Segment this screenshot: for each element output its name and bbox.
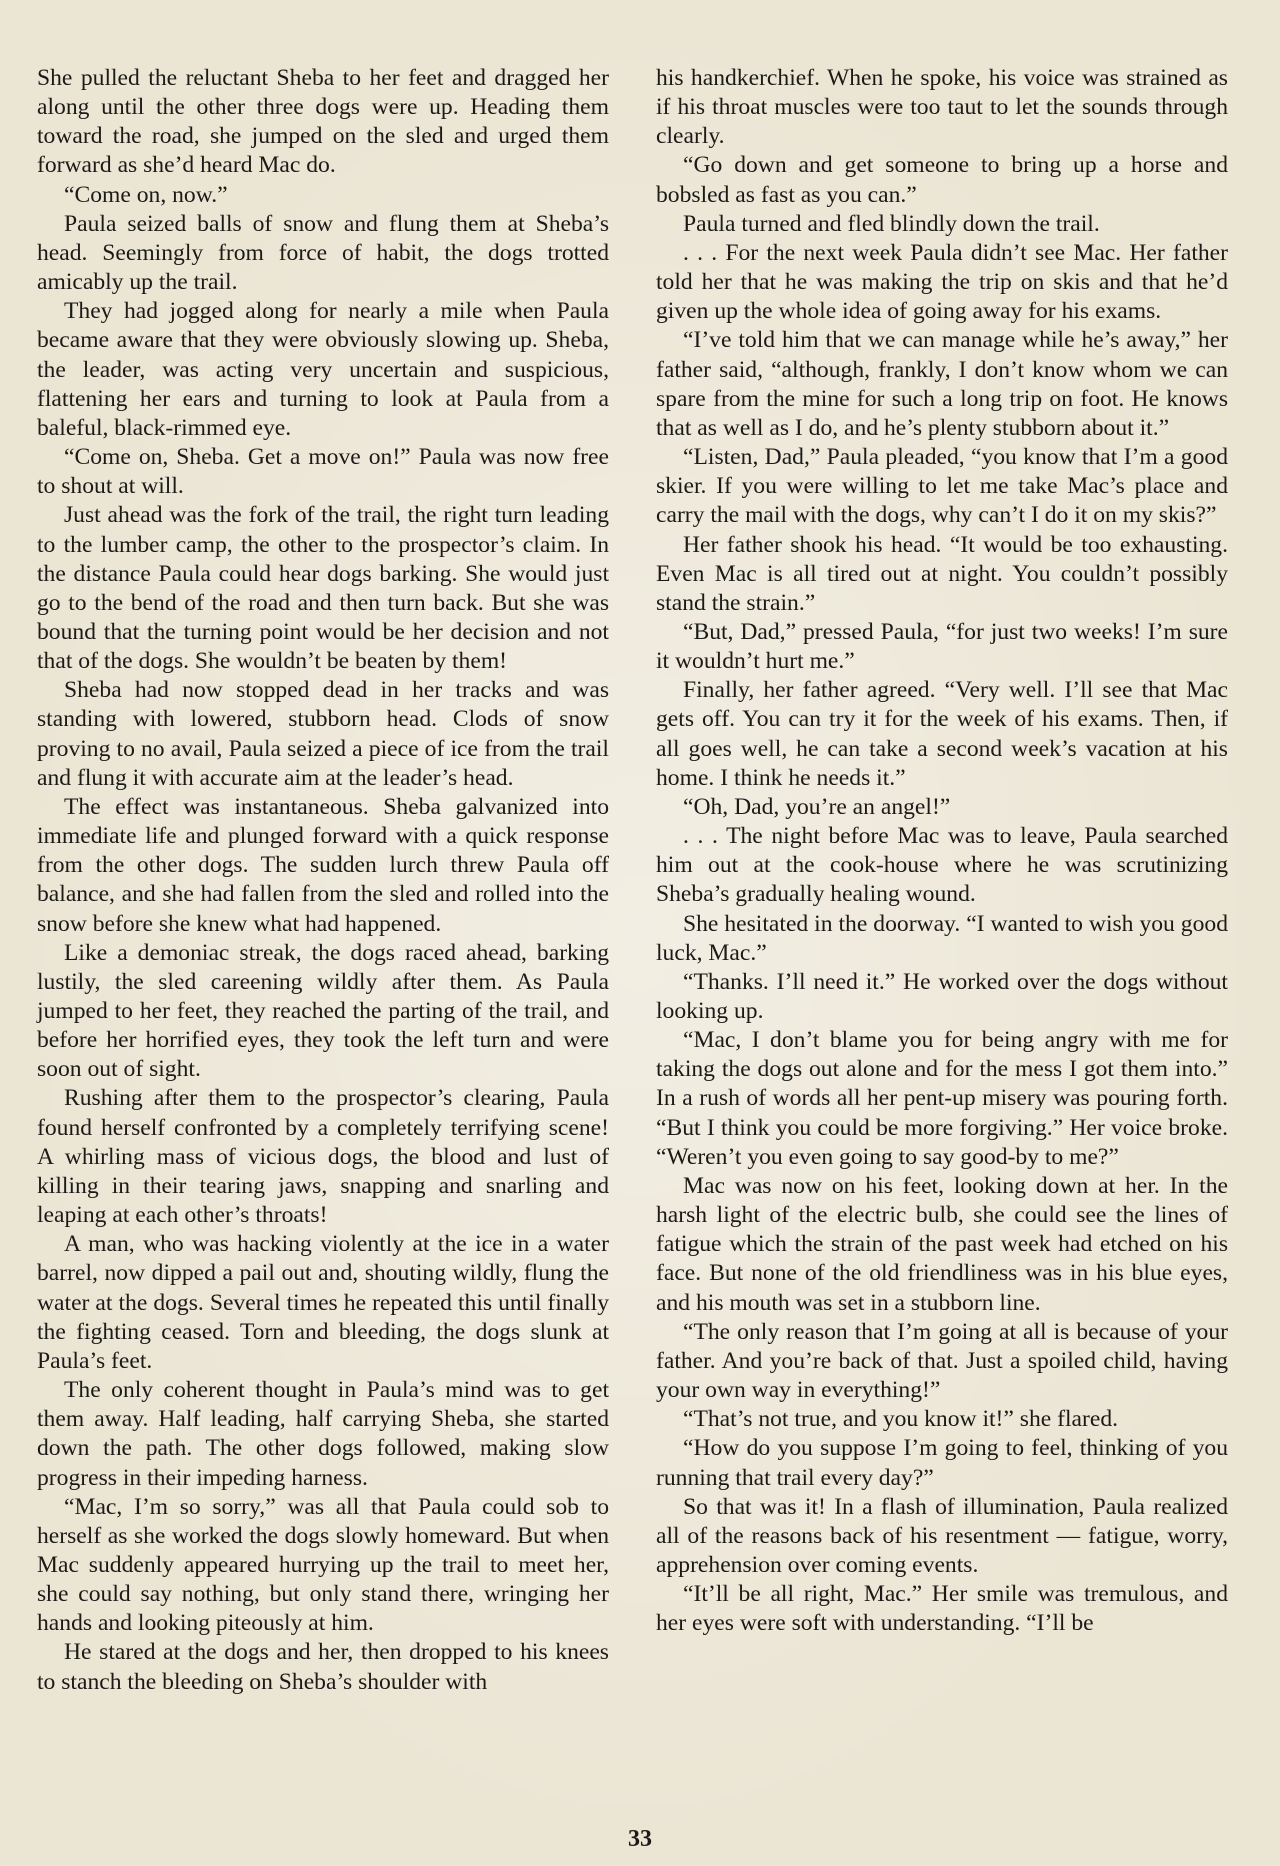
paragraph: Paula seized balls of snow and flung them at Sheba’s head. Seemingly from force of habit, the dogs trotted amicably up the trail. xyxy=(37,210,609,296)
paragraph: “Mac, I’m so sorry,” was all that Paula could sob to herself as she worked the dogs slowly homeward. But when Mac suddenly appeared hurrying up the trail to meet her, she could say nothing, but only stand there, wringing her hands and looking piteously at him. xyxy=(37,1493,609,1637)
paragraph: “Come on, now.” xyxy=(64,181,228,208)
paragraph: “Listen, Dad,” Paula pleaded, “you know that I’m a good skier. If you were willing to let me take Mac’s place and carry the mail with the dogs, why can’t I do it on my skis?” xyxy=(656,444,1228,529)
paragraph: The only coherent thought in Paula’s mind was to get them away. Half leading, half carrying Sheba, she started down the path. The other dogs followed, making slow progress in their impeding harness. xyxy=(37,1377,609,1491)
left-text-column xyxy=(37,64,609,1697)
paragraph: They had jogged along for nearly a mile when Paula became aware that they were obviously slowing up. Sheba, the leader, was acting very uncertain and suspicious, flattening her ears and turning to look at Paula from a baleful, black-rimmed eye. xyxy=(37,298,609,441)
page-number: 33 xyxy=(628,1826,652,1852)
paragraph: “But, Dad,” pressed Paula, “for just two weeks! I’m sure it wouldn’t hurt me.” xyxy=(656,618,1228,675)
paragraph: She hesitated in the doorway. “I wanted to wish you good luck, Mac.” xyxy=(656,910,1228,966)
paragraph: Rushing after them to the prospector’s clearing, Paula found herself confronted by a completely terrifying scene! A whirling mass of vicious dogs, the blood and lust of killing in their tearing jaws, snapping and snarling and leaping at each other’s throats! xyxy=(37,1085,609,1229)
paragraph: “Mac, I don’t blame you for being angry with me for taking the dogs out alone and for the mess I got them into.” In a rush of words all her pent-up misery was pouring forth. “But I think you could be more forgiving.” Her voice broke. “Weren’t you even going to say good-by to me?” xyxy=(656,1027,1228,1170)
paragraph: “It’ll be all right, Mac.” Her smile was tremulous, and her eyes were soft with understanding. “I’ll be xyxy=(656,1581,1228,1637)
paragraph: She pulled the reluctant Sheba to her feet and dragged her along until the other three dogs were up. Heading them toward the road, she jumped on the sled and urged them forward as she’d heard Mac do. xyxy=(37,65,609,179)
paragraph: “That’s not true, and you know it!” she flared. xyxy=(683,1406,1119,1433)
paragraph: Her father shook his head. “It would be too exhausting. Even Mac is all tired out at night. You couldn’t possibly stand the strain.” xyxy=(656,531,1228,616)
paragraph: Mac was now on his feet, looking down at her. In the harsh light of the electric bulb, she could see the lines of fatigue which the strain of the past week had etched on his face. But none of the old friendliness was in his blue eyes, and his mouth was set in a stubborn line. xyxy=(656,1172,1228,1316)
paragraph: “The only reason that I’m going at all is because of your father. And you’re back of that. Just a spoiled child, having your own way in everything!” xyxy=(656,1318,1228,1404)
paragraph: . . . The night before Mac was to leave, Paula searched him out at the cook-house where he was scrutinizing Sheba’s gradually healing wound. xyxy=(656,823,1228,908)
paragraph: “I’ve told him that we can manage while he’s away,” her father said, “although, frankly, I don’t know whom we can spare from the mine for such a long trip on foot. He knows that as well as I do, and he’s plenty stubborn about it.” xyxy=(656,327,1228,441)
paragraph: “Thanks. I’ll need it.” He worked over the dogs without looking up. xyxy=(656,968,1228,1024)
paragraph: Like a demoniac streak, the dogs raced ahead, barking lustily, the sled careening wildly after them. As Paula jumped to her feet, they reached the parting of the trail, and before her horrified eyes, they took the left turn and were soon out of sight. xyxy=(37,939,609,1083)
paragraph: “Come on, Sheba. Get a move on!” Paula was now free to shout at will. xyxy=(37,444,609,500)
paragraph: his handkerchief. When he spoke, his voice was strained as if his throat muscles were too taut to let the sounds through clearly. xyxy=(656,65,1228,150)
paragraph: The effect was instantaneous. Sheba galvanized into immediate life and plunged forward with a quick response from the other dogs. The sudden lurch threw Paula off balance, and she had fallen from the sled and rolled into the snow before she knew what had happened. xyxy=(37,793,609,937)
paragraph: “How do you suppose I’m going to feel, thinking of you running that trail every day?” xyxy=(656,1435,1228,1491)
paragraph: “Oh, Dad, you’re an angel!” xyxy=(683,793,951,820)
paragraph: He stared at the dogs and her, then dropped to his knees to stanch the bleeding on Sheba’s shoulder with xyxy=(37,1639,609,1695)
paragraph: “Go down and get someone to bring up a horse and bobsled as fast as you can.” xyxy=(656,152,1228,208)
paragraph: Paula turned and fled blindly down the trail. xyxy=(683,210,1100,237)
paragraph: Sheba had now stopped dead in her tracks and was standing with lowered, stubborn head. Clods of snow proving to no avail, Paula seized a piece of ice from the trail and flung it with accurate aim at the leader’s head. xyxy=(37,677,609,791)
paragraph: A man, who was hacking violently at the ice in a water barrel, now dipped a pail out and, shouting wildly, flung the water at the dogs. Several times he repeated this until finally the fighting ceased. Torn and bleeding, the dogs slunk at Paula’s feet. xyxy=(37,1231,609,1374)
paragraph: . . . For the next week Paula didn’t see Mac. Her father told her that he was making the trip on skis and that he’d given up the whole idea of going away for his exams. xyxy=(656,239,1228,325)
paragraph: So that was it! In a flash of illumination, Paula realized all of the reasons back of his resentment — fatigue, worry, apprehension over coming events. xyxy=(656,1493,1228,1578)
right-text-column xyxy=(656,64,1228,1638)
paragraph: Just ahead was the fork of the trail, the right turn leading to the lumber camp, the other to the prospector’s claim. In the distance Paula could hear dogs barking. She would just go to the bend of the road and then turn back. But she was bound that the turning point would be her decision and not that of the dogs. She wouldn’t be beaten by them! xyxy=(37,502,609,675)
paragraph: Finally, her father agreed. “Very well. I’ll see that Mac gets off. You can try it for the week of his exams. Then, if all goes well, he can take a second week’s vacation at his home. I think he needs it.” xyxy=(656,677,1228,791)
